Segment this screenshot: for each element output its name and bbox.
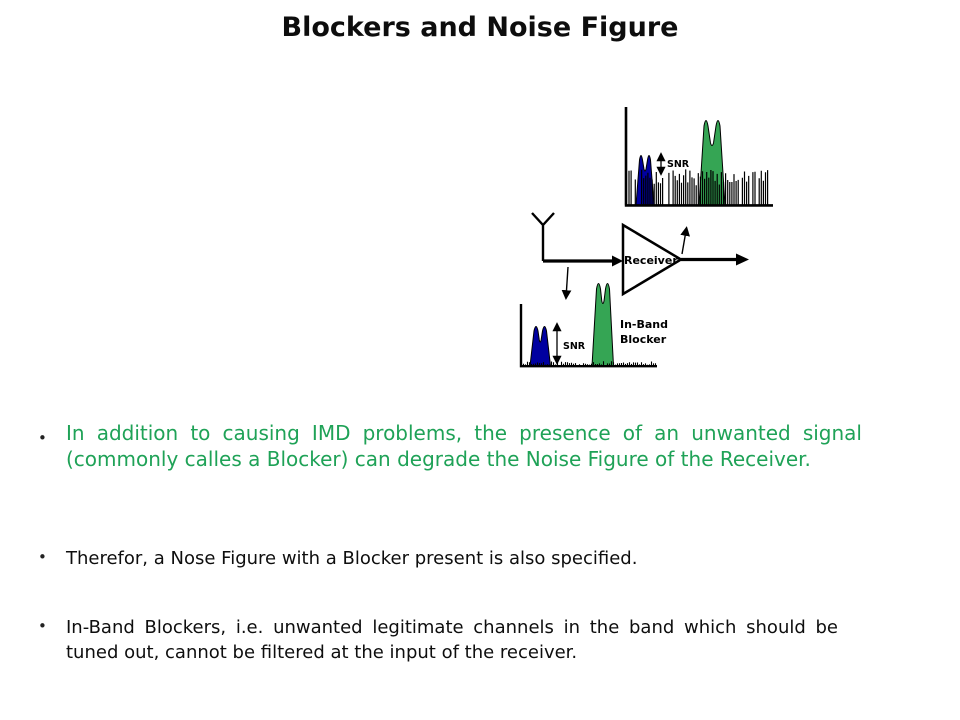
receiver-label: Receiver: [624, 254, 678, 267]
bullet-marker: •: [38, 617, 47, 635]
in-band-blocker-label-line1: In-Band: [620, 318, 669, 331]
input-spectrum: [520, 284, 668, 367]
receiver-chain: [532, 213, 749, 298]
bullet-nf-with-blocker: Therefor, a Nose Figure with a Blocker present is also specified.: [66, 548, 638, 569]
receiver-output-arrowhead: [736, 254, 749, 266]
antenna-icon: [532, 213, 554, 261]
slide-title: Blockers and Noise Figure: [281, 12, 679, 43]
output-spectrum: [625, 107, 773, 205]
bullet-in-band-blockers: In-Band Blockers, i.e. unwanted legitimate channels in the band which should be tuned out, cannot be filtered at the input of the receiver.: [66, 617, 838, 663]
receiver-blocker-diagram: [490, 90, 790, 380]
output-snr-label: SNR: [667, 159, 690, 170]
bullet-marker: •: [38, 548, 47, 566]
input-snr-label: SNR: [563, 341, 586, 352]
pointer-to-output-spectrum: [682, 228, 687, 254]
bullet-imd-noise-figure: In addition to causing IMD problems, the presence of an unwanted signal (commonly calles a Blocker) can degrade the Noise Figure of the Receiver.: [66, 421, 862, 471]
in-band-blocker-label-line2: Blocker: [620, 333, 667, 346]
output-signal-peak: [636, 156, 654, 206]
input-blocker-peak: [592, 284, 614, 367]
receiver-input-arrowhead: [612, 256, 623, 267]
bullet-marker: •: [38, 429, 47, 447]
pointer-to-input-spectrum: [566, 267, 568, 298]
input-signal-peak: [530, 327, 551, 367]
